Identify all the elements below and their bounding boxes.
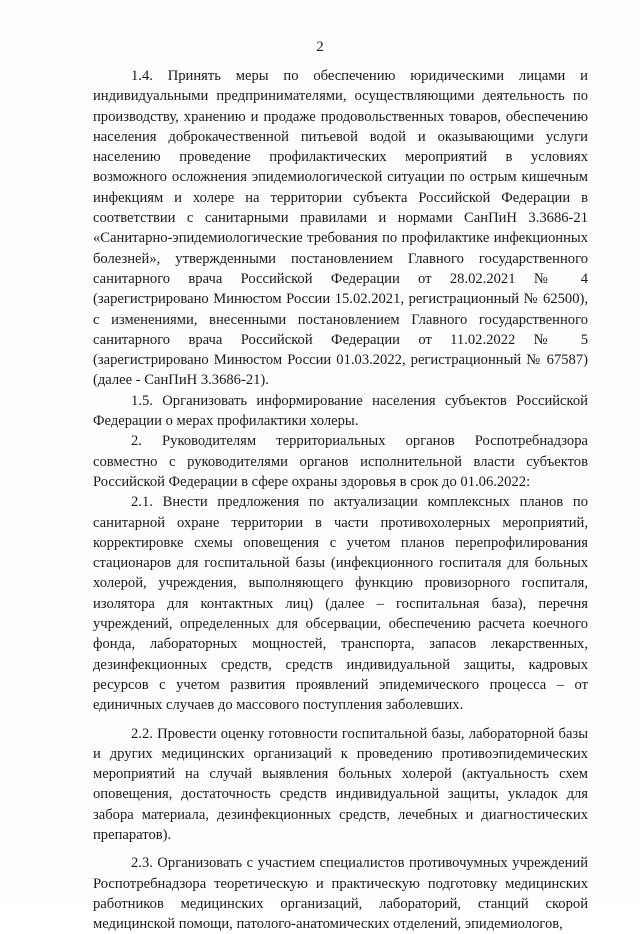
document-body bbox=[93, 66, 588, 934]
page-number: 2 bbox=[316, 39, 324, 55]
paragraph-2: 2. Руководителям территориальных органов Роспотребнадзора совместно с руководителями органов исполнительной власти субъектов Российской Федерации в сфере охраны здоровья в срок до 01.06.2022: bbox=[93, 433, 588, 490]
paragraph-2-1: 2.1. Внести предложения по актуализации комплексных планов по санитарной охране территории в части противохолерных мероприятий, корректировке схемы оповещения с учетом планов перепрофилирования стационаров для госпитальной базы (инфекционного госпиталя для больных холерой, учреждения, выполняющего функцию провизорного госпиталя, изолятора для контактных лиц) (далее – госпитальная база), перечня учреждений, определенных для обсервации, обеспечению расчета коечного фонда, лабораторных мощностей, транспорта, запасов лекарственных, дезинфекционных средств, средств индивидуальной защиты, кадровых ресурсов с учетом развития проявлений эпидемического процесса – от единичных случаев до массового поступления заболевших. bbox=[93, 494, 588, 714]
paragraph-2-2: 2.2. Провести оценку готовности госпитальной базы, лабораторной базы и других медицинских организаций к проведению противоэпидемических мероприятий на случай выявления больных холерой (актуальность схем оповещения, достаточность средств индивидуальной защиты, укладок для забора материала, дезинфекционных средств, лечебных и диагностических препаратов). bbox=[93, 725, 588, 843]
paragraph-2-3: 2.3. Организовать с участием специалистов противочумных учреждений Роспотребнадзора теоретическую и практическую подготовку медицинских работников медицинских организаций, лабораторий, станций скорой медицинской помощи, патолого-анатомических отделений, эпидемиологов, bbox=[93, 855, 588, 933]
paragraph-1-5: 1.5. Организовать информирование населения субъектов Российской Федерации о мерах профилактики холеры. bbox=[93, 392, 588, 430]
paragraph-1-4: 1.4. Принять меры по обеспечению юридическими лицами и индивидуальными предпринимателями, осуществляющими деятельность по производству, хранению и продаже продовольственных товаров, обеспечению населения доброкачественной питьевой водой и оказывающими услуги населению проведение профилактических мероприятий в условиях возможного осложнения эпидемиологической ситуации по острым кишечным инфекциям и холере на территории субъекта Российской Федерации в соответствии с санитарными правилами и нормами СанПиН 3.3686-21 «Санитарно-эпидемиологические требования по профилактике инфекционных болезней», утвержденными постановлением Главного государственного санитарного врача Российской Федерации от 28.02.2021 № 4 (зарегистрировано Минюстом России 15.02.2021, регистрационный № 62500), с изменениями, внесенными постановлением Главного государственного санитарного врача Российской Федерации от 11.02.2022 № 5 (зарегистрировано Минюстом России 01.03.2022, регистрационный № 67587) (далее - СанПиН 3.3686-21). bbox=[93, 68, 588, 389]
paragraph-gap bbox=[93, 845, 588, 853]
paragraph-gap bbox=[93, 716, 588, 724]
